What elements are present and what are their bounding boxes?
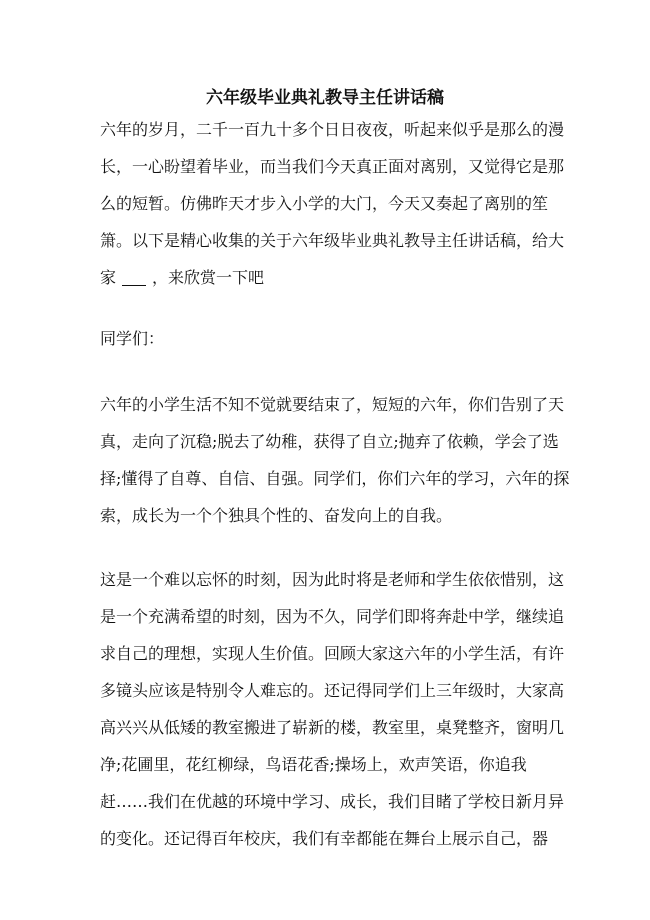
paragraph-line: 六年的岁月，二千一百九十多个日日夜夜，听起来似乎是那么的漫	[100, 120, 565, 139]
paragraph-line: 这是一个难以忘怀的时刻，因为此时将是老师和学生依依惜别，这	[100, 570, 565, 589]
paragraph-line: 的变化。还记得百年校庆，我们有幸都能在舞台上展示自己，器	[100, 829, 549, 848]
paragraph-line: 是一个充满希望的时刻，因为不久，同学们即将奔赴中学，继续追	[100, 607, 565, 626]
paragraph-line: 箫。以下是精心收集的关于六年级毕业典礼教导主任讲话稿，给大	[100, 231, 565, 250]
paragraph-line: 高兴兴从低矮的教室搬进了崭新的楼，教室里，桌凳整齐，窗明几	[100, 718, 565, 737]
paragraph-line: 赶……我们在优越的环境中学习、成长，我们目睹了学校日新月异	[100, 792, 565, 811]
paragraph-line: 净;花圃里，花红柳绿，鸟语花香;操场上，欢声笑语，你追我	[100, 755, 527, 774]
paragraph-line: 求自己的理想，实现人生价值。回顾大家这六年的小学生活，有许	[100, 644, 565, 663]
paragraph-line: 多镜头应该是特别令人难忘的。还记得同学们上三年级时，大家高	[100, 681, 565, 700]
document-title: 六年级毕业典礼教导主任讲话稿	[206, 88, 444, 108]
paragraph-line: 真，走向了沉稳;脱去了幼稚，获得了自立;抛弃了依赖，学会了选	[100, 432, 559, 451]
greeting: 同学们：	[100, 329, 165, 348]
paragraph-line: 择;懂得了自尊、自信、自强。同学们，你们六年的学习，六年的探	[100, 469, 570, 488]
paragraph-line: 索，成长为一个个独具个性的、奋发向上的自我。	[100, 506, 453, 525]
paragraph-text: 家	[100, 268, 117, 287]
paragraph-line: 六年的小学生活不知不觉就要结束了，短短的六年，你们告别了天	[100, 395, 565, 414]
paragraph-line: 么的短暂。仿佛昨天才步入小学的大门，今天又奏起了离别的笙	[100, 194, 549, 213]
paragraph-text: ，来欣赏一下吧	[152, 268, 265, 287]
fill-blank	[122, 269, 146, 286]
paragraph-line	[100, 266, 570, 290]
paragraph-line: 长，一心盼望着毕业，而当我们今天真正面对离别，又觉得它是那	[100, 157, 565, 176]
